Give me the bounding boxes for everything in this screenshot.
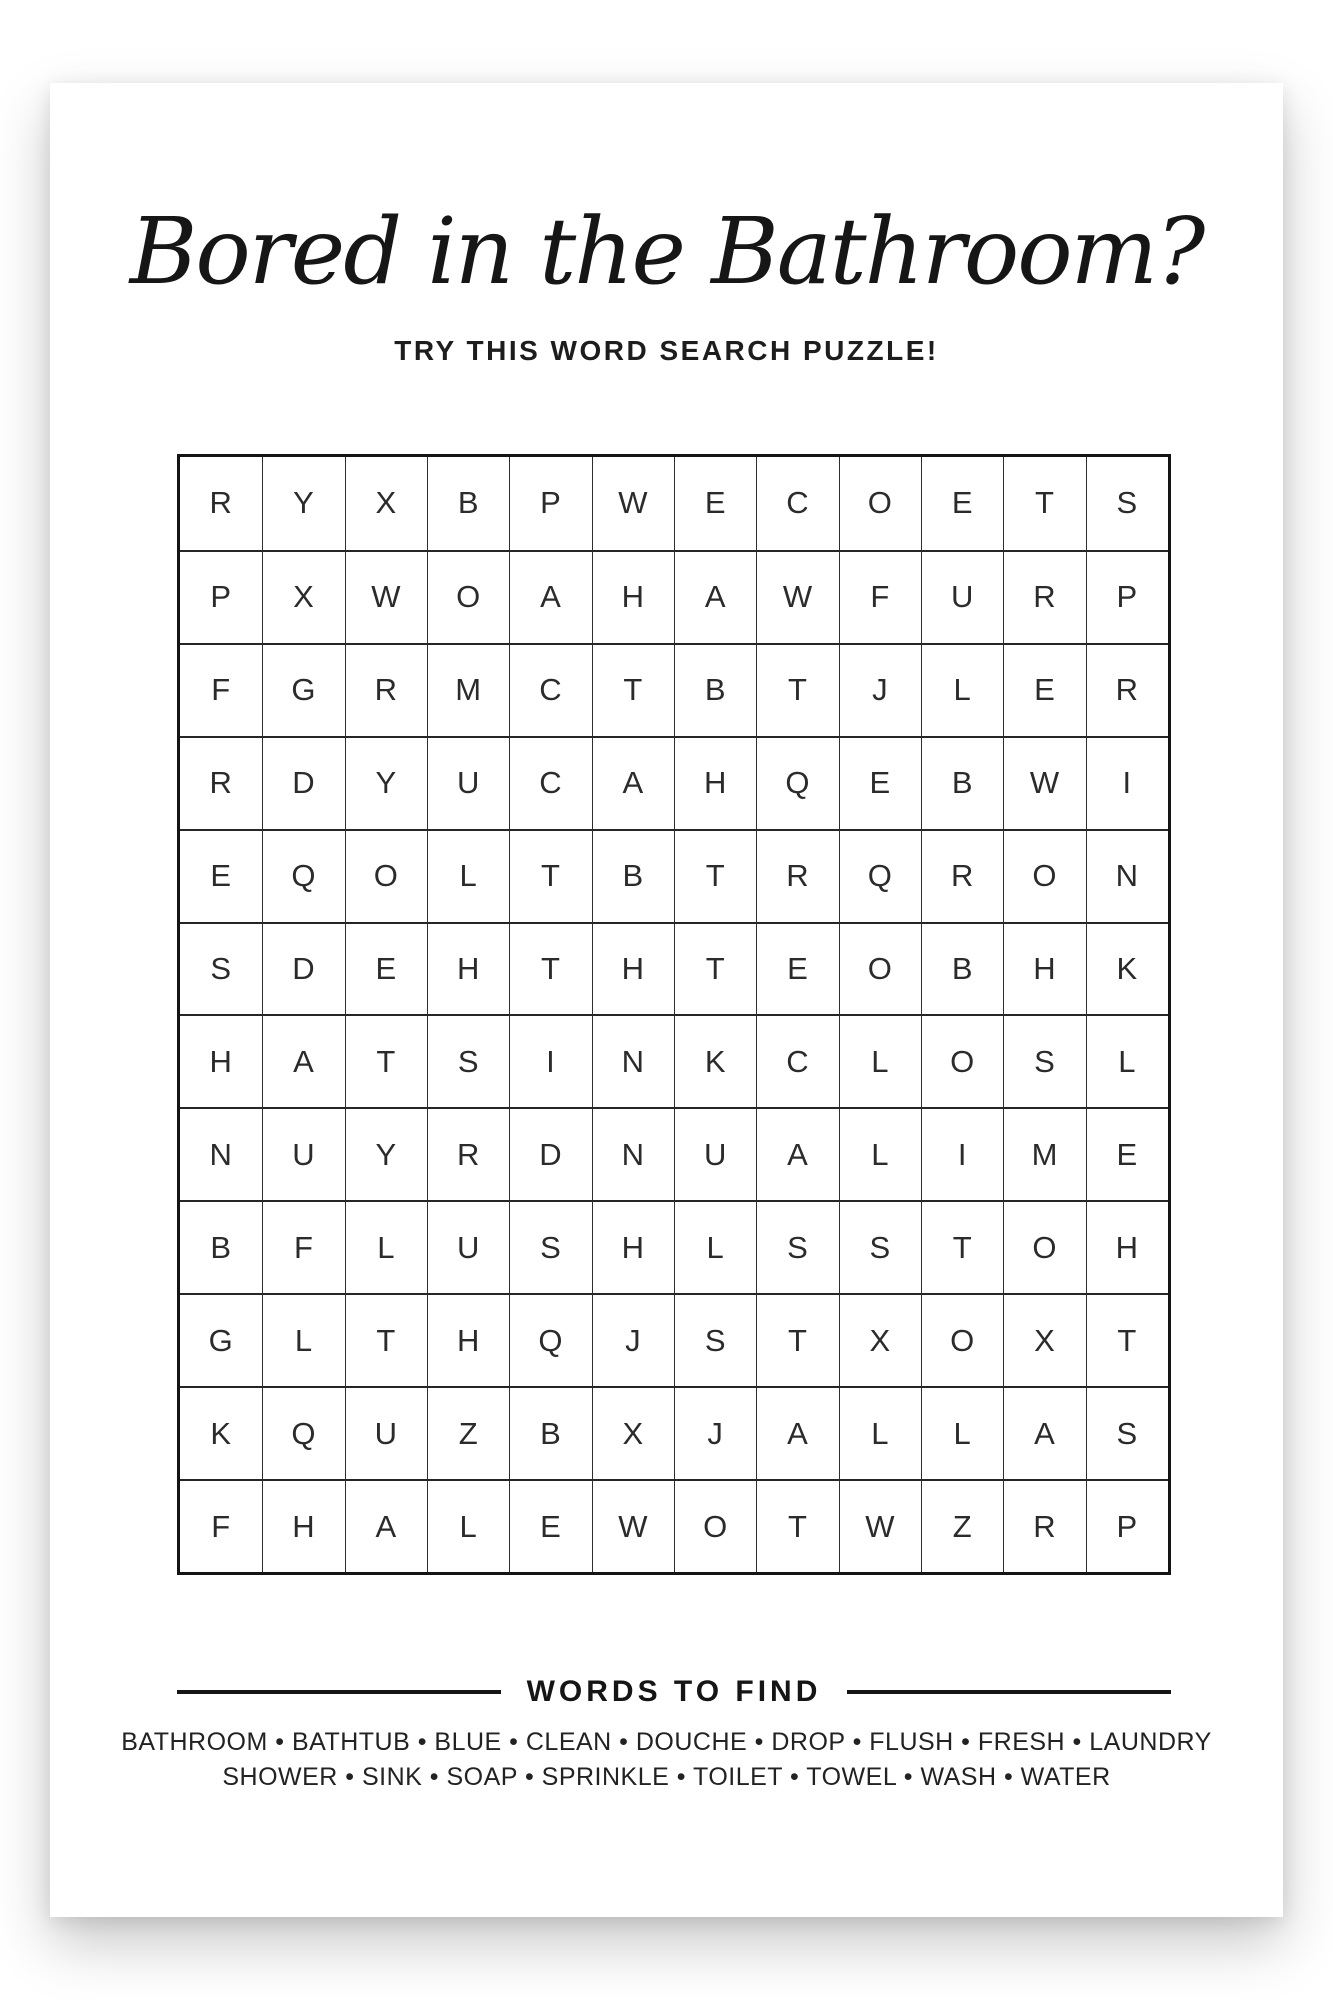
grid-cell-r7c3: T	[345, 1014, 427, 1107]
heading-rule-left	[177, 1690, 501, 1694]
grid-cell-r2c1: P	[180, 550, 262, 643]
grid-cell-r10c2: L	[262, 1293, 344, 1386]
grid-cell-r3c6: T	[592, 643, 674, 736]
grid-cell-r9c5: S	[509, 1200, 591, 1293]
grid-cell-r8c8: A	[756, 1107, 838, 1200]
grid-cell-r7c7: K	[674, 1014, 756, 1107]
grid-cell-r2c3: W	[345, 550, 427, 643]
words-to-find-title: WORDS TO FIND	[526, 1675, 822, 1708]
grid-cell-r1c7: E	[674, 457, 756, 550]
grid-cell-r3c12: R	[1086, 643, 1168, 736]
grid-cell-r10c6: J	[592, 1293, 674, 1386]
grid-cell-r3c11: E	[1003, 643, 1085, 736]
grid-cell-r3c1: F	[180, 643, 262, 736]
grid-cell-r11c1: K	[180, 1386, 262, 1479]
grid-cell-r1c1: R	[209, 485, 233, 521]
grid-cell-r10c1: G	[180, 1293, 262, 1386]
grid-cell-r4c4: U	[427, 736, 509, 829]
grid-cell-r10c11: X	[1003, 1293, 1085, 1386]
grid-cell-r9c9: S	[839, 1200, 921, 1293]
grid-cell-r2c10: U	[921, 550, 1003, 643]
grid-cell-r5c1: E	[180, 829, 262, 922]
grid-cell-r1c2: Y	[262, 457, 344, 550]
grid-cell-r9c7: L	[674, 1200, 756, 1293]
grid-cell-r2c2: X	[262, 550, 344, 643]
grid-cell-r5c10: R	[921, 829, 1003, 922]
grid-cell-r6c4: H	[427, 922, 509, 1015]
word-search-grid	[177, 454, 1171, 1575]
grid-cell-r3c2: G	[262, 643, 344, 736]
grid-cell-r3c10: L	[921, 643, 1003, 736]
grid-cell-r4c6: A	[592, 736, 674, 829]
grid-cell-r8c12: E	[1086, 1107, 1168, 1200]
grid-cell-r5c8: R	[756, 829, 838, 922]
word-list-line-1: BATHROOM • BATHTUB • BLUE • CLEAN • DOUCHE • DROP • FLUSH • FRESH • LAUNDRY	[121, 1728, 1212, 1756]
grid-cell-r12c10: Z	[921, 1479, 1003, 1572]
grid-cell-r2c12: P	[1086, 550, 1168, 643]
grid-cell-r12c6: W	[592, 1479, 674, 1572]
grid-cell-r6c6: H	[592, 922, 674, 1015]
grid-cell-r7c8: C	[756, 1014, 838, 1107]
grid-cell-r8c5: D	[509, 1107, 591, 1200]
grid-cell-r11c8: A	[756, 1386, 838, 1479]
grid-cell-r7c9: L	[839, 1014, 921, 1107]
grid-cell-r12c5: E	[509, 1479, 591, 1572]
grid-cell-r9c6: H	[592, 1200, 674, 1293]
grid-cell-r7c1: H	[180, 1014, 262, 1107]
grid-cell-r12c4: L	[427, 1479, 509, 1572]
grid-cell-r11c4: Z	[427, 1386, 509, 1479]
grid-cell-r2c8: W	[756, 550, 838, 643]
grid-cell-r7c4: S	[427, 1014, 509, 1107]
grid-cell-r12c8: T	[756, 1479, 838, 1572]
grid-cell-r5c3: O	[345, 829, 427, 922]
grid-cell-r1c3: X	[345, 457, 427, 550]
grid-cell-r6c10: B	[921, 922, 1003, 1015]
grid-cell-r3c8: T	[756, 643, 838, 736]
grid-cell-r1c11: T	[1003, 457, 1085, 550]
grid-cell-r10c3: T	[345, 1293, 427, 1386]
grid-cell-r2c5: A	[509, 550, 591, 643]
grid-cell-r4c11: W	[1003, 736, 1085, 829]
grid-cell-r11c7: J	[674, 1386, 756, 1479]
grid-cell-r9c1: B	[180, 1200, 262, 1293]
grid-cell-r9c2: F	[262, 1200, 344, 1293]
poster	[50, 83, 1283, 1917]
grid-cell-r8c6: N	[592, 1107, 674, 1200]
grid-cell-r8c10: I	[921, 1107, 1003, 1200]
grid-cell-r11c5: B	[509, 1386, 591, 1479]
grid-cell-r7c6: N	[592, 1014, 674, 1107]
grid-cell-r4c1: R	[180, 736, 262, 829]
grid-cell-r6c1: S	[180, 922, 262, 1015]
grid-cell-r5c5: T	[509, 829, 591, 922]
grid-cell-r7c11: S	[1003, 1014, 1085, 1107]
grid-cell-r10c5: Q	[509, 1293, 591, 1386]
grid-cell-r3c7: B	[674, 643, 756, 736]
grid-cell-r9c8: S	[756, 1200, 838, 1293]
grid-cell-r1c10: E	[921, 457, 1003, 550]
grid-cell-r6c5: T	[509, 922, 591, 1015]
grid-cell-r8c9: L	[839, 1107, 921, 1200]
grid-cell-r4c2: D	[262, 736, 344, 829]
grid-cell-r12c2: H	[262, 1479, 344, 1572]
grid-cell-r5c6: B	[592, 829, 674, 922]
grid-cell-r5c7: T	[674, 829, 756, 922]
grid-cell-r2c11: R	[1003, 550, 1085, 643]
grid-cell-r11c12: S	[1086, 1386, 1168, 1479]
grid-cell-r7c10: O	[921, 1014, 1003, 1107]
grid-cell-r8c4: R	[427, 1107, 509, 1200]
grid-cell-r3c3: R	[345, 643, 427, 736]
grid-cell-r6c11: H	[1003, 922, 1085, 1015]
grid-cell-r5c2: Q	[262, 829, 344, 922]
grid-cell-r11c10: L	[921, 1386, 1003, 1479]
grid-cell-r8c1: N	[180, 1107, 262, 1200]
grid-cell-r10c4: H	[427, 1293, 509, 1386]
grid-cell-r12c1: F	[180, 1479, 262, 1572]
grid-cell-r5c4: L	[427, 829, 509, 922]
grid-cell-r2c9: F	[839, 550, 921, 643]
grid-cell-r1c4: B	[427, 457, 509, 550]
grid-cell-r1c5: P	[509, 457, 591, 550]
grid-cell-r6c7: T	[674, 922, 756, 1015]
poster-subtitle: TRY THIS WORD SEARCH PUZZLE!	[394, 335, 939, 366]
grid-cell-r10c8: T	[756, 1293, 838, 1386]
grid-cell-r10c7: S	[674, 1293, 756, 1386]
grid-cell-r4c3: Y	[345, 736, 427, 829]
grid-cell-r1c8: C	[756, 457, 838, 550]
grid-cell-r3c5: C	[509, 643, 591, 736]
grid-cell-r6c12: K	[1086, 922, 1168, 1015]
grid-cell-r4c12: I	[1086, 736, 1168, 829]
grid-cell-r11c11: A	[1003, 1386, 1085, 1479]
grid-cell-r12c9: W	[839, 1479, 921, 1572]
grid-cell-r9c12: H	[1086, 1200, 1168, 1293]
grid-cell-r8c3: Y	[345, 1107, 427, 1200]
grid-cell-r10c9: X	[839, 1293, 921, 1386]
grid-cell-r12c3: A	[345, 1479, 427, 1572]
grid-cell-r1c12: S	[1086, 457, 1168, 550]
grid-cell-r9c4: U	[427, 1200, 509, 1293]
grid-cell-r9c3: L	[345, 1200, 427, 1293]
grid-cell-r10c12: T	[1086, 1293, 1168, 1386]
word-list-line-2: SHOWER • SINK • SOAP • SPRINKLE • TOILET • TOWEL • WASH • WATER	[222, 1763, 1111, 1791]
grid-cell-r9c11: O	[1003, 1200, 1085, 1293]
grid-cell-r1c9: O	[839, 457, 921, 550]
grid-cell-r11c3: U	[345, 1386, 427, 1479]
grid-cell-r3c4: M	[427, 643, 509, 736]
grid-cell-r10c10: O	[921, 1293, 1003, 1386]
grid-cell-r6c8: E	[756, 922, 838, 1015]
grid-cell-r2c6: H	[592, 550, 674, 643]
grid-cell-r3c9: J	[839, 643, 921, 736]
grid-cell-r12c7: O	[674, 1479, 756, 1572]
grid-cell-r9c10: T	[921, 1200, 1003, 1293]
grid-cell-r2c7: A	[674, 550, 756, 643]
grid-cell-r4c7: H	[674, 736, 756, 829]
poster-title: Bored in the Bathroom?	[129, 198, 1204, 305]
grid-cell-r7c12: L	[1086, 1014, 1168, 1107]
words-to-find-header	[177, 1675, 1171, 1709]
grid-cell-r5c11: O	[1003, 829, 1085, 922]
grid-cell-r12c11: R	[1003, 1479, 1085, 1572]
grid-cell-r4c9: E	[839, 736, 921, 829]
grid-cell-r2c4: O	[427, 550, 509, 643]
grid-cell-r8c11: M	[1003, 1107, 1085, 1200]
grid-cell-r6c9: O	[839, 922, 921, 1015]
grid-cell-r6c3: E	[345, 922, 427, 1015]
grid-cell-r12c12: P	[1086, 1479, 1168, 1572]
grid-cell-r7c5: I	[509, 1014, 591, 1107]
grid-cell-r11c9: L	[839, 1386, 921, 1479]
grid-cell-r5c12: N	[1086, 829, 1168, 922]
grid-cell-r11c2: Q	[262, 1386, 344, 1479]
grid-cell-r7c2: A	[262, 1014, 344, 1107]
grid-cell-r4c10: B	[921, 736, 1003, 829]
grid-cell-r1c6: W	[592, 457, 674, 550]
grid-cell-r6c2: D	[262, 922, 344, 1015]
grid-cell-r4c5: C	[509, 736, 591, 829]
grid-cell-r11c6: X	[592, 1386, 674, 1479]
grid-cell-r8c2: U	[262, 1107, 344, 1200]
heading-rule-right	[847, 1690, 1171, 1694]
grid-cell-r8c7: U	[674, 1107, 756, 1200]
grid-cell-r4c8: Q	[756, 736, 838, 829]
grid-cell-r5c9: Q	[839, 829, 921, 922]
